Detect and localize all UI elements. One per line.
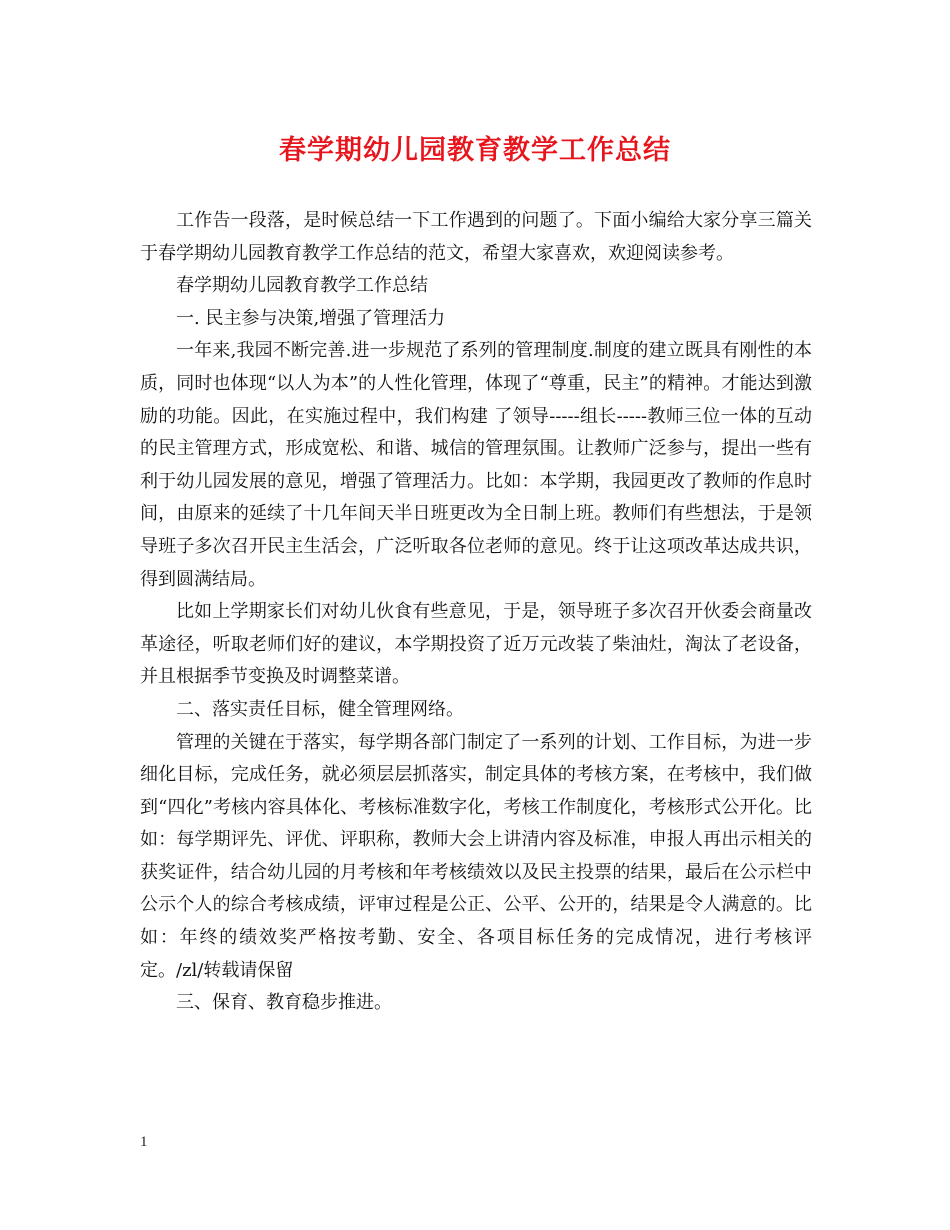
paragraph-subtitle: 春学期幼儿园教育教学工作总结 [176,275,428,297]
section-heading-1: 一. 民主参与决策,增强了管理活力 [176,307,446,329]
paragraph-section-1: 一年来,我园不断完善.进一步规范了系列的管理制度.制度的建立既具有刚性的本质，同时也体现“以人为本”的人性化管理，体现了“尊重，民主”的精神。才能达到激励的功能。因此，在实施过程中，我们构建 了领导-----组长-----教师三位一体的互动的民主管理方式，形成宽松、和谐、城信的管理氛围。让教师广泛参与，提出一些有利于幼儿园发展的意见，增强了管理活力。比如：本学期，我园更改了教师的作息时间，由原来的延续了十几年间天半日班更改为全日制上班。教师们有些想法，于是领导班子多次召开民主生活会，广泛听取各位老师的意见。终于让这项改革达成共识，得到圆满结局。 [140,340,812,590]
paragraph-intro: 工作告一段落，是时候总结一下工作遇到的问题了。下面小编给大家分享三篇关于春学期幼儿园教育教学工作总结的范文，希望大家喜欢，欢迎阅读参考。 [140,210,812,264]
document-title: 春学期幼儿园教育教学工作总结 [279,135,671,166]
document-body [140,205,812,1020]
paragraph-section-1-example: 比如上学期家长们对幼儿伙食有些意见，于是，领导班子多次召开伙委会商量改革途径，听取老师们好的建议，本学期投资了近万元改装了柴油灶，淘汰了老设备，并且根据季节变换及时调整菜谱。 [140,601,812,688]
paragraph-section-2: 管理的关键在于落实，每学期各部门制定了一系列的计划、工作目标，为进一步细化目标，完成任务，就必须层层抓落实，制定具体的考核方案，在考核中，我们做到“四化”考核内容具体化、考核标准数字化，考核工作制度化，考核形式公开化。比如：每学期评先、评优、评职称，教师大会上讲清内容及标准，申报人再出示相关的获奖证件，结合幼儿园的月考核和年考核绩效以及民主投票的结果，最后在公示栏中公示个人的综合考核成绩，评审过程是公正、公平、公开的，结果是令人满意的。比如：年终的绩效奖严格按考勤、安全、各项目标任务的完成情况，进行考核评定。/zl/转载请保留 [140,731,812,981]
section-heading-2: 二、落实责任目标，健全管理网络。 [176,698,464,720]
section-heading-3: 三、保育、教育稳步推进。 [176,992,392,1014]
page-number: 1 [140,1134,148,1150]
